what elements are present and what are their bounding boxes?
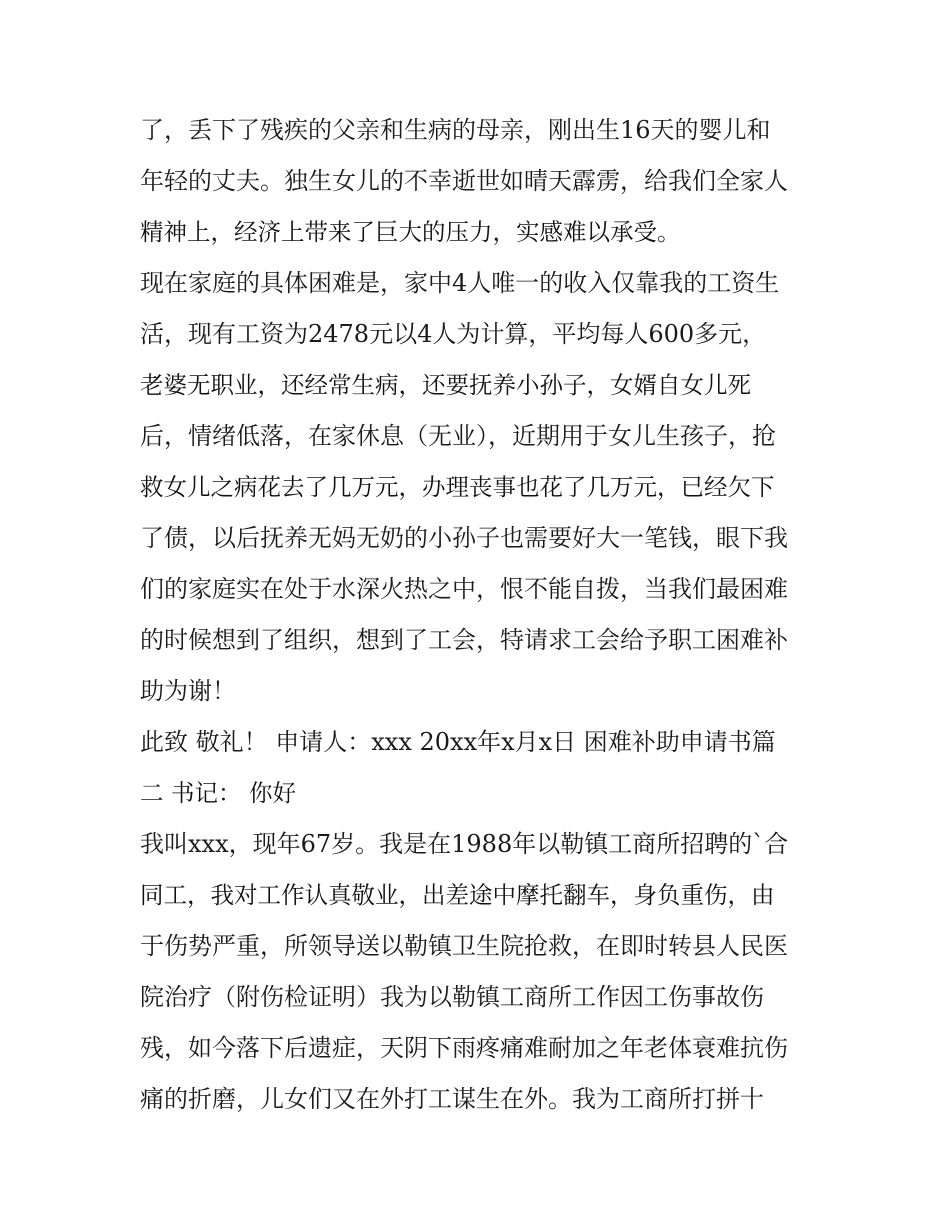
text-line: 我叫xxx，现年67岁。我是在1988年以勒镇工商所招聘的`合 [140,830,789,858]
text-line: 同工，我对工作认真敬业，出差途中摩托翻车，身负重伤，由 [140,881,775,909]
text-line: 此致 敬礼！ 申请人：xxx 20xx年x月x日 困难补助申请书篇 [140,728,776,756]
text-line: 现在家庭的具体困难是，家中4人唯一的收入仅靠我的工资生 [140,269,780,297]
text-line: 了，丢下了残疾的父亲和生病的母亲，刚出生16天的婴儿和 [140,116,771,144]
text-line: 们的家庭实在处于水深火热之中，恨不能自拨，当我们最困难 [140,575,788,603]
text-line: 院治疗（附伤检证明）我为以勒镇工商所工作因工伤事故伤 [140,983,764,1011]
text-line: 后，情绪低落，在家休息（无业），近期用于女儿生孩子，抢 [140,422,776,450]
text-line: 年轻的丈夫。独生女儿的不幸逝世如晴天霹雳，给我们全家人 [140,167,788,195]
text-line: 残，如今落下后遗症，天阴下雨疼痛难耐加之年老体衰难抗伤 [140,1034,788,1062]
text-line: 老婆无职业，还经常生病，还要抚养小孙子，女婿自女儿死 [140,371,751,399]
text-line: 痛的折磨，儿女们又在外打工谋生在外。我为工商所打拼十 [140,1085,764,1113]
text-line: 助为谢！ [140,677,236,705]
text-line: 活，现有工资为2478元以4人为计算，平均每人600多元， [140,320,767,348]
text-line: 二 书记： 你好 [140,779,296,807]
text-line: 的时候想到了组织，想到了工会，特请求工会给予职工困难补 [140,626,788,654]
text-line: 了债，以后抚养无妈无奶的小孙子也需要好大一笔钱，眼下我 [140,524,788,552]
text-line: 救女儿之病花去了几万元，办理丧事也花了几万元，已经欠下 [140,473,775,501]
text-line: 精神上，经济上带来了巨大的压力，实感难以承受。 [140,218,681,246]
text-line: 于伤势严重，所领导送以勒镇卫生院抢救，在即时转县人民医 [140,932,788,960]
